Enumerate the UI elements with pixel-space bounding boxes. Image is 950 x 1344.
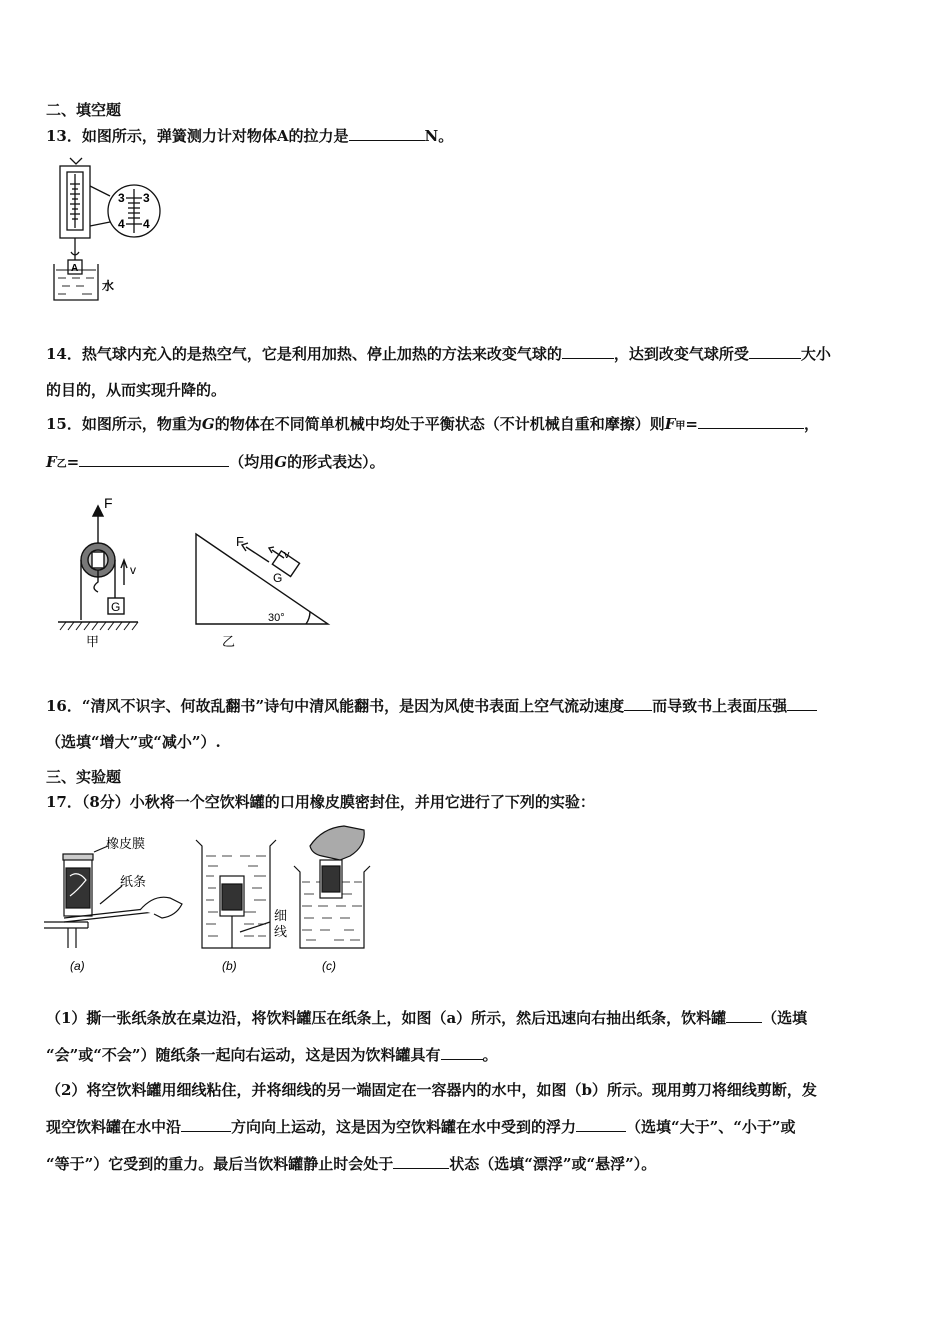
- q15-jia-sub: 甲: [675, 421, 686, 432]
- q14-text-1: 14．热气球内充入的是热空气，它是利用加热、停止加热的方法来改变气球的: [46, 345, 562, 363]
- q17-p2-text-5: “等于”）它受到的重力。最后当饮料罐静止时会处于: [46, 1155, 394, 1173]
- section-title-experiment: 三、实验题: [46, 768, 122, 786]
- q15-text-2: 的物体在不同简单机械中均处于平衡状态（不计机械自重和摩擦）则: [214, 415, 665, 433]
- q15-text-1: 15．如图所示，物重为: [46, 415, 202, 433]
- question-15: [46, 414, 819, 437]
- q17-p2-text-2: 现空饮料罐在水中沿: [46, 1118, 182, 1136]
- question-17-intro: 17．（8分）小秋将一个空饮料罐的口用橡皮膜密封住，并用它进行了下列的实验：: [46, 793, 595, 811]
- question-16: [46, 696, 817, 716]
- q17-part-2-line-2: [46, 1117, 796, 1137]
- q17-p1-text-3: “会”或“不会”）随纸条一起向右运动，这是因为饮料罐具有: [46, 1046, 441, 1064]
- q16-blank-2[interactable]: [787, 696, 817, 711]
- fig-a-membrane-label: 橡皮膜: [106, 836, 146, 851]
- q15-line-2: [46, 452, 385, 475]
- fig-c-caption: (c): [322, 959, 336, 973]
- q16-text-2: 而导致书上表面压强: [652, 697, 788, 715]
- q17-experiment-figures: [44, 824, 384, 979]
- section-title-fill: 二、填空题: [46, 101, 122, 119]
- fig-yi-angle-label: 30°: [268, 612, 285, 624]
- fig-jia-caption: 甲: [86, 634, 100, 649]
- q14-text-3: 大小: [800, 345, 831, 363]
- q13-blank[interactable]: [349, 126, 425, 141]
- q13-fig-num-1: 3: [118, 191, 125, 205]
- q17-p2-text-4: （选填“大于”、“小于”或: [626, 1118, 796, 1136]
- q13-fig-object-a: A: [71, 263, 79, 274]
- fig-yi-caption: 乙: [222, 634, 236, 649]
- q14-blank-1[interactable]: [562, 344, 614, 359]
- q15-text-3: （均用: [229, 453, 275, 471]
- q17-p2-text-6: 状态（选填“漂浮”或“悬浮”）。: [449, 1155, 657, 1173]
- q17-p1-blank-2[interactable]: [441, 1045, 483, 1060]
- q15-g-symbol: G: [201, 415, 215, 433]
- q13-unit: N。: [424, 127, 454, 145]
- fig-b-thread-label-1: 细: [274, 908, 288, 923]
- q15-text-4: 的形式表达）。: [287, 453, 385, 471]
- fig-b-thread-label-2: 线: [274, 924, 288, 939]
- q13-spring-scale-figure: [46, 156, 166, 306]
- q17-p1-blank-1[interactable]: [726, 1008, 762, 1023]
- q17-p2-blank-2[interactable]: [576, 1117, 626, 1132]
- incline-figure: [196, 534, 328, 624]
- fig-jia-velocity-label: v: [130, 563, 136, 577]
- q15-figures: [56, 490, 346, 655]
- q13-fig-num-4: 4: [143, 217, 150, 231]
- q13-fig-num-3: 4: [118, 217, 125, 231]
- fig-jia-weight-label: G: [111, 600, 121, 614]
- q17-p1-text-4: 。: [482, 1046, 498, 1064]
- fig-b-caption: (b): [222, 959, 237, 973]
- fig-a-table-setup: [44, 846, 182, 948]
- q15-blank-yi[interactable]: [79, 452, 229, 467]
- q16-text-1: 16．“清风不识字、何故乱翻书”诗句中清风能翻书，是因为风使书表面上空气流动速度: [46, 697, 625, 715]
- fig-a-paper-label: 纸条: [120, 874, 147, 889]
- q15-yi-sub: 乙: [56, 459, 67, 470]
- fig-jia-force-label: F: [104, 495, 113, 511]
- fig-c-hand: [310, 826, 364, 860]
- q15-comma: ，: [803, 415, 819, 433]
- q14-blank-2[interactable]: [749, 344, 801, 359]
- q17-part-2-line-3: [46, 1154, 656, 1174]
- q17-part-1-line-2: [46, 1045, 498, 1065]
- q17-p1-text-1: （1）撕一张纸条放在桌边沿，将饮料罐压在纸条上，如图（a）所示，然后迅速向右抽出纸条，饮料罐: [46, 1009, 727, 1027]
- fig-yi-weight-label: G: [273, 571, 283, 585]
- q14-text-2: ，达到改变气球所受: [613, 345, 749, 363]
- fig-yi-velocity-label: v: [284, 549, 290, 561]
- q15-f-symbol-2: F: [46, 453, 57, 471]
- pulley-figure: [58, 506, 138, 622]
- question-13: [46, 126, 453, 146]
- q15-eq-2: =: [66, 453, 80, 471]
- fig-a-caption: (a): [70, 959, 85, 973]
- scale-hook-top: [70, 158, 82, 164]
- q15-eq-1: =: [685, 415, 698, 433]
- q17-p2-text-3: 方向向上运动，这是因为空饮料罐在水中受到的浮力: [231, 1118, 577, 1136]
- fig-yi-force-label: F: [236, 534, 244, 549]
- q13-fig-water-label: 水: [102, 279, 115, 293]
- q16-line-2: （选填“增大”或“减小”）.: [46, 733, 221, 751]
- q15-g-symbol-2: G: [274, 453, 288, 471]
- q17-p2-blank-3[interactable]: [393, 1154, 449, 1169]
- q15-blank-jia[interactable]: [698, 414, 804, 429]
- q13-fig-num-2: 3: [143, 191, 150, 205]
- q13-text: 13．如图所示，弹簧测力计对物体A的拉力是: [46, 127, 349, 145]
- question-14: [46, 344, 831, 364]
- q17-part-1-line-1: [46, 1008, 807, 1028]
- q17-p2-blank-1[interactable]: [181, 1117, 231, 1132]
- q16-blank-1[interactable]: [624, 696, 652, 711]
- q15-f-symbol: F: [664, 415, 676, 433]
- q17-part-2-line-1: （2）将空饮料罐用细线粘住，并将细线的另一端固定在一容器内的水中，如图（b）所示。现用剪刀将细线剪断，发: [46, 1081, 817, 1099]
- q14-line-2: 的目的，从而实现升降的。: [46, 381, 227, 399]
- q17-p1-text-2: （选填: [762, 1009, 808, 1027]
